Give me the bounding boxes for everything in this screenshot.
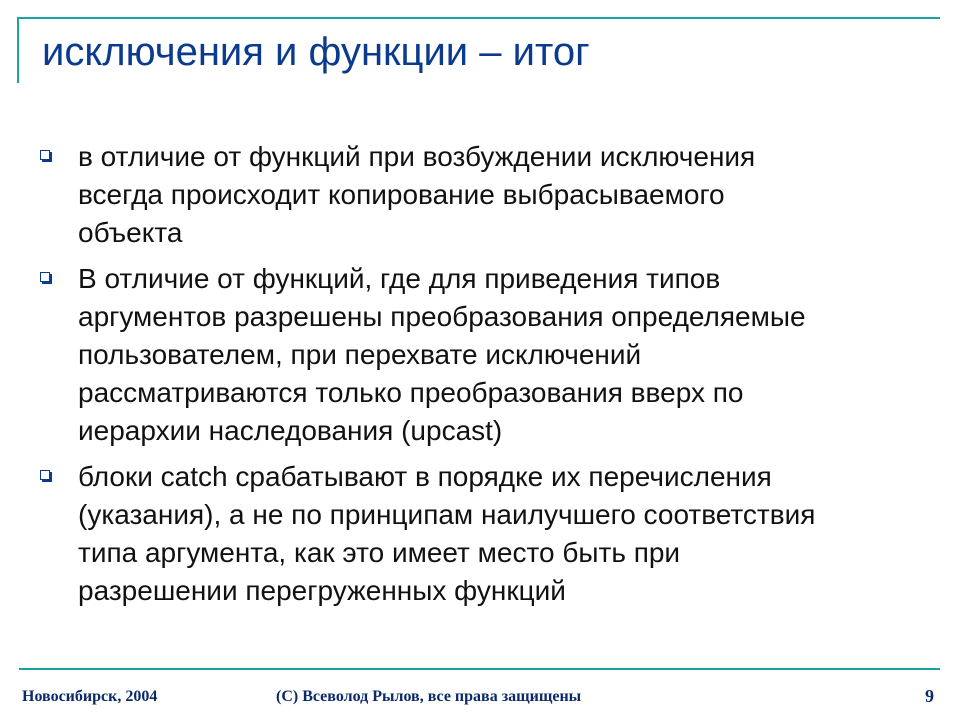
title-accent-line-top — [19, 17, 940, 19]
bullet-line: блоки catch срабатывают в порядке их перечисления — [78, 461, 772, 492]
bullet-item — [40, 138, 940, 252]
footer-location-year: Новосибирск, 2004 — [22, 688, 158, 705]
square-bullet-icon — [40, 150, 50, 160]
bullet-line: всегда происходит копирование выбрасываемого — [78, 179, 725, 210]
square-bullet-icon — [40, 272, 50, 282]
bullet-line: (указания), а не по принципам наилучшего соответствия — [78, 499, 816, 530]
bullet-line: объекта — [78, 217, 183, 248]
bullet-item — [40, 260, 940, 450]
bullet-line: типа аргумента, как это имеет место быть при — [78, 537, 681, 568]
bullet-line: иерархии наследования (upcast) — [78, 415, 503, 446]
bullet-line: пользователем, при перехвате исключений — [78, 339, 642, 370]
footer-copyright: (С) Всеволод Рылов, все права защищены — [276, 688, 582, 705]
bullet-line: В отличие от функций, где для приведения типов — [78, 263, 721, 294]
bullet-item — [40, 458, 940, 610]
bullet-list — [40, 138, 940, 618]
bullet-line: рассматриваются только преобразования вверх по — [78, 377, 744, 408]
bullet-line: в отличие от функций при возбуждении исключения — [78, 141, 756, 172]
slide-title: исключения и функции – итог — [42, 30, 590, 74]
square-bullet-icon — [40, 470, 50, 480]
bullet-line: разрешении перегруженных функций — [78, 575, 566, 606]
title-accent-line-left — [17, 17, 19, 83]
footer-divider — [19, 668, 940, 670]
bullet-line: аргументов разрешены преобразования определяемые — [78, 301, 806, 332]
page-number: 9 — [925, 686, 934, 706]
